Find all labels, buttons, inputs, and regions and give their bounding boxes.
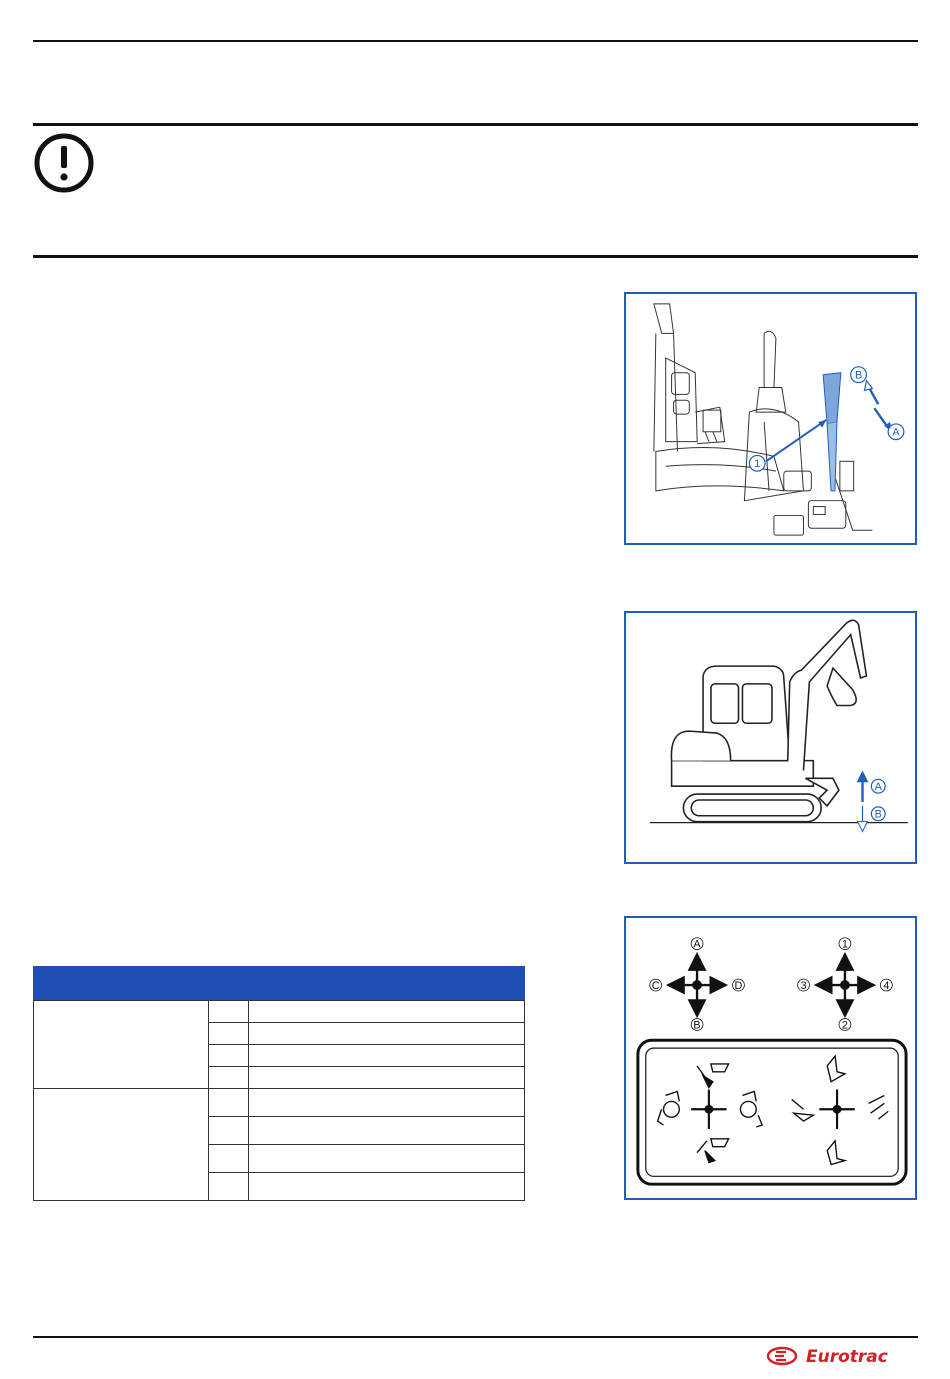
table-group-cell <box>34 1089 209 1201</box>
blade-down-label: B <box>874 808 882 821</box>
right-up-label: 1 <box>841 938 848 951</box>
table-cell <box>249 1117 525 1145</box>
table-header-cell <box>34 966 209 1001</box>
eurotrac-logo <box>766 1346 918 1366</box>
table-cell <box>209 1117 249 1145</box>
table-cell <box>209 1001 249 1023</box>
table-cell <box>249 1173 525 1201</box>
right-right-label: 4 <box>883 979 890 992</box>
table-cell <box>249 1045 525 1067</box>
table-header-row <box>34 966 525 1001</box>
direction-b-label: B <box>854 369 863 382</box>
excavator-illustration <box>626 613 915 862</box>
right-left-label: 3 <box>800 979 807 992</box>
warning-top-rule <box>33 123 918 126</box>
table-group-cell <box>34 1001 209 1089</box>
figure-excavator-blade <box>624 611 917 864</box>
warning-exclamation-icon <box>32 133 96 193</box>
table-cell <box>209 1145 249 1173</box>
table-cell <box>209 1045 249 1067</box>
right-down-label: 2 <box>841 1019 848 1032</box>
table-row <box>34 1089 525 1117</box>
table-header-cell <box>249 966 525 1001</box>
table-header-cell <box>209 966 249 1001</box>
warning-bottom-rule <box>33 255 918 258</box>
table-cell <box>249 1145 525 1173</box>
left-left-label: C <box>651 979 660 992</box>
direction-a-label: A <box>892 426 900 439</box>
table-cell <box>249 1089 525 1117</box>
figure-joystick-patterns <box>624 916 917 1200</box>
control-table <box>33 966 525 1201</box>
table-cell <box>249 1023 525 1045</box>
header-rule <box>33 40 918 42</box>
figure-control-lever <box>624 292 917 545</box>
left-up-label: A <box>693 938 701 951</box>
table-cell <box>249 1067 525 1089</box>
footer-rule <box>33 1336 918 1338</box>
table-cell <box>209 1089 249 1117</box>
joystick-diagram <box>626 918 915 1198</box>
brand-name: Eurotrac <box>806 1347 888 1366</box>
table-cell <box>249 1001 525 1023</box>
blade-up-label: A <box>874 781 882 794</box>
callout-label-1: 1 <box>754 458 761 471</box>
table-row <box>34 1001 525 1023</box>
left-right-label: D <box>734 979 743 992</box>
table-cell <box>209 1067 249 1089</box>
lever-illustration <box>626 294 915 543</box>
table-cell <box>209 1173 249 1201</box>
table-cell <box>209 1023 249 1045</box>
left-down-label: B <box>693 1019 701 1032</box>
